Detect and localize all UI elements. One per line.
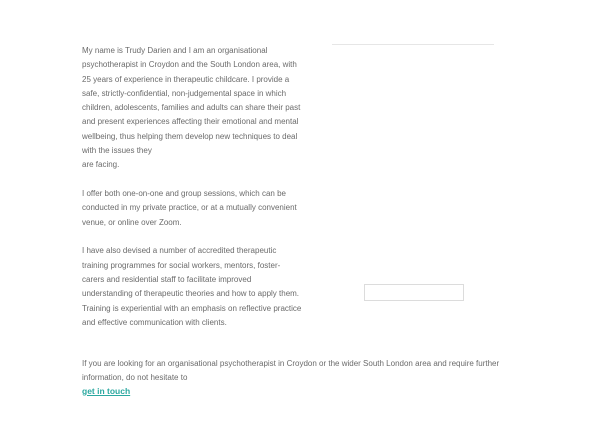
text-line: conducted in my private practice, or at a mutually convenient — [82, 203, 297, 213]
text-line: and effective communication with clients. — [82, 317, 227, 327]
text-line: safe, strictly-confidential, non-judgemental space in which — [82, 88, 287, 98]
intro-text — [82, 44, 304, 345]
contact-line: If you are looking for an organisational psychotherapist in Croydon or the wider South London area and require further — [82, 359, 500, 368]
text-line: venue, or online over Zoom. — [82, 217, 182, 227]
faded-next-section — [82, 428, 282, 434]
text-line: psychotherapist in Croydon and the South London area, with — [82, 60, 297, 70]
sidebar-divider — [332, 44, 494, 45]
get-in-touch-link[interactable]: get in touch — [82, 386, 131, 396]
intro-paragraph-1 — [82, 44, 304, 173]
text-line: understanding of therapeutic theories and how to apply them. — [82, 289, 300, 299]
text-line: wellbeing, thus helping them develop new techniques to deal — [82, 131, 298, 141]
intro-paragraph-3 — [82, 244, 304, 330]
text-line: My name is Trudy Darien and I am an organisational — [82, 46, 268, 55]
intro-paragraph-2 — [82, 187, 304, 230]
text-line: with the issues they — [82, 146, 152, 156]
text-line: and present experiences affecting their emotional and mental — [82, 117, 299, 127]
text-line: 25 years of experience in therapeutic childcare. I provide a — [82, 74, 290, 84]
text-line: training programmes for social workers, mentors, foster- — [82, 260, 281, 270]
contact-line: information, do not hesitate to — [82, 373, 188, 382]
text-line: I offer both one-on-one and group sessions, which can be — [82, 189, 286, 199]
contact-text — [82, 357, 512, 385]
text-line: children, adolescents, families and adults can share their past — [82, 103, 301, 113]
text-line: I have also devised a number of accredited therapeutic — [82, 246, 277, 256]
text-line: carers and residential staff to facilitate improved — [82, 274, 252, 284]
text-line: Training is experiential with an emphasis on reflective practice — [82, 303, 302, 313]
sidebar-empty-box — [364, 284, 464, 301]
text-line: are facing. — [82, 160, 120, 170]
